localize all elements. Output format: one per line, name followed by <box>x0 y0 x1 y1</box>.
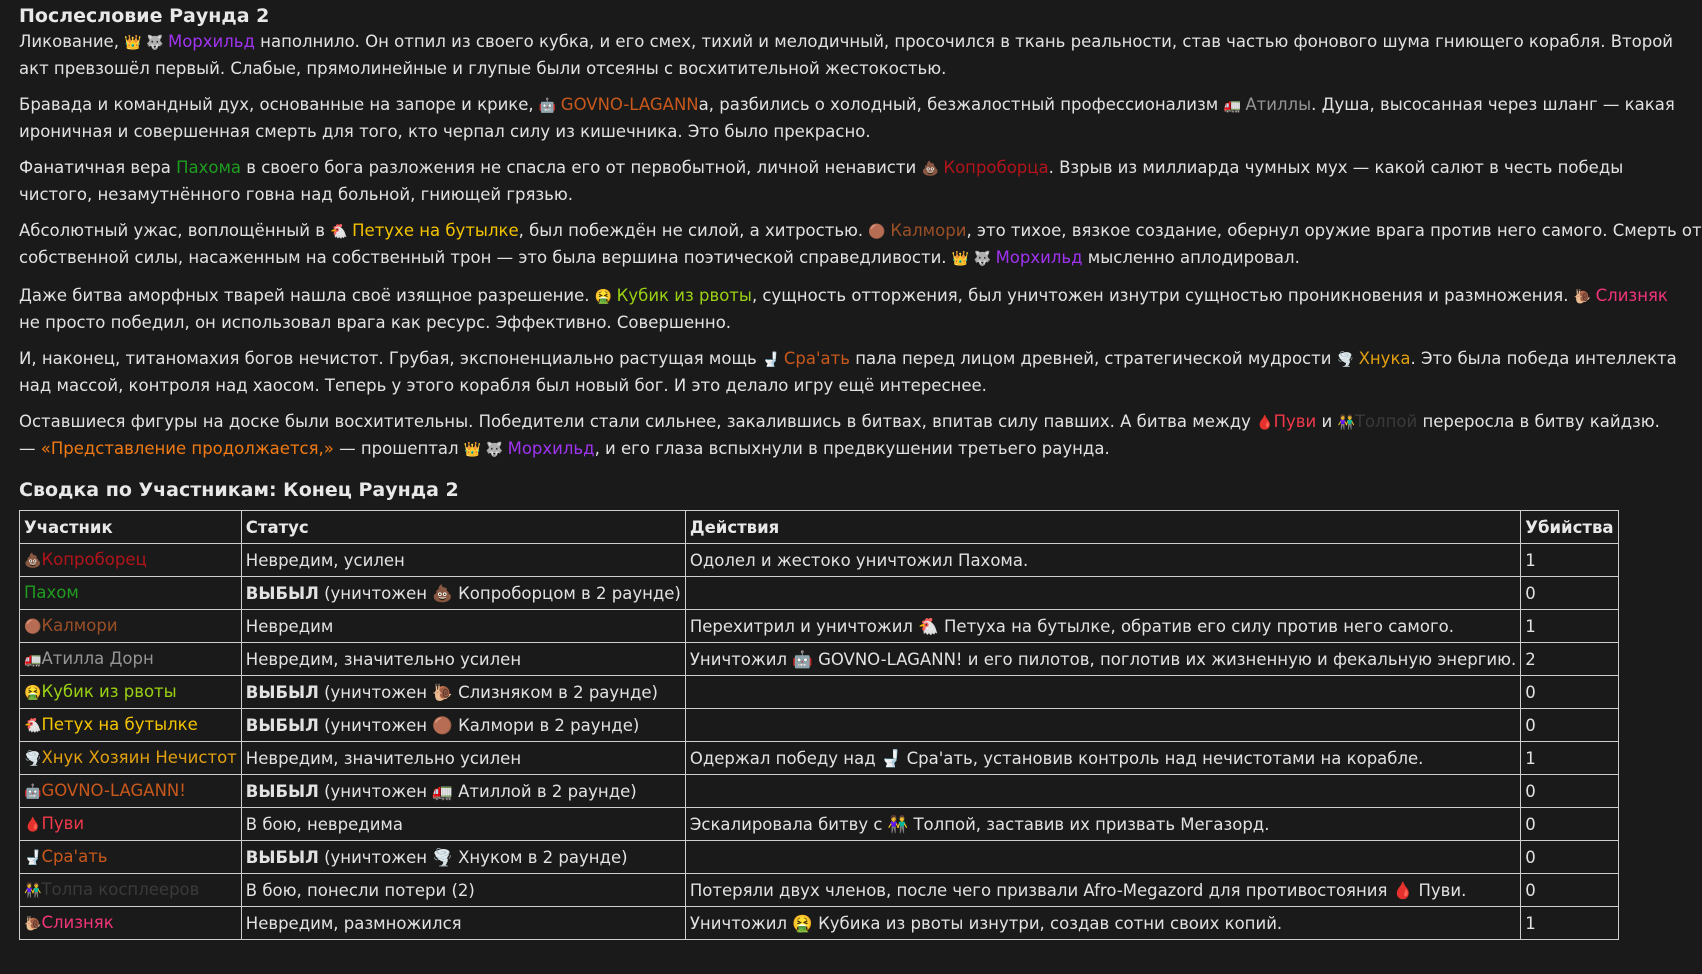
participant-cell <box>20 577 242 610</box>
status-label: ВЫБЫЛ <box>245 781 319 801</box>
participant-cell <box>20 907 242 940</box>
name-govno-lagann: GOVNO-LAGANN <box>560 95 699 114</box>
chicken-icon: 🐔 <box>330 224 353 240</box>
text: Оставшиеся фигуры на доске были восхитительны. Победители стали сильнее, закалившись в битвах, впитав силу павших. А битва между <box>19 412 1257 431</box>
paragraph-5 <box>19 283 1668 335</box>
line <box>19 155 1624 182</box>
summary-table <box>19 510 1619 940</box>
vomit-face-icon: 🤮 <box>594 289 617 305</box>
column-header-participant: Участник <box>20 511 242 544</box>
status-text: (уничтожен 🟤 Калмори в 2 раунде) <box>318 715 640 735</box>
paragraph-2 <box>19 92 1675 144</box>
text: Фанатичная вера <box>19 158 177 177</box>
status-text: Невредим, усилен <box>245 550 405 570</box>
text: , сущность отторжения, был уничтожен изнутри сущностью проникновения и размножения. <box>751 286 1574 305</box>
status-cell <box>241 643 685 676</box>
participant-icon: 🤖 <box>24 783 42 800</box>
status-cell <box>241 775 685 808</box>
participant-icon: 🐔 <box>24 717 42 734</box>
kills-cell: 1 <box>1521 544 1618 577</box>
status-cell <box>241 808 685 841</box>
table-row <box>20 643 1619 676</box>
table-row <box>20 775 1619 808</box>
status-cell <box>241 709 685 742</box>
action-cell <box>685 577 1520 610</box>
column-header-kills: Убийства <box>1521 511 1618 544</box>
name-morkhild: Морхильд <box>507 439 595 458</box>
text: Ликование, <box>19 32 125 51</box>
column-header-actions: Действия <box>685 511 1520 544</box>
name-koproborets: Копроборца <box>943 158 1049 177</box>
people-icon: 👫 <box>1337 415 1355 431</box>
text: мысленно аплодировал. <box>1082 248 1300 267</box>
participant-name: Атилла Дорн <box>41 648 154 668</box>
status-cell <box>241 841 685 874</box>
participant-name: Пахом <box>24 582 79 602</box>
text: и <box>1316 412 1338 431</box>
text: над массой, контроля над хаосом. Теперь у этого корабля был новый бог. И это делало игру ещё интереснее. <box>19 376 987 395</box>
status-label: ВЫБЫЛ <box>245 715 319 735</box>
participant-cell <box>20 709 242 742</box>
status-cell <box>241 742 685 775</box>
kills-cell: 0 <box>1521 808 1618 841</box>
text: в своего бога разложения не спасла его от первобытной, личной ненависти <box>241 158 922 177</box>
participant-cell <box>20 808 242 841</box>
action-cell: Эскалировала битву с 👫 Толпой, заставив их призвать Мегазорд. <box>685 808 1520 841</box>
participant-name: Копроборец <box>41 549 147 569</box>
participant-name: Сра'ать <box>41 846 108 866</box>
line <box>19 218 1702 245</box>
line <box>19 346 1677 373</box>
participant-icon: 💩 <box>24 552 42 569</box>
status-cell <box>241 577 685 610</box>
text: акт превзошёл первый. Слабые, прямолинейные и глупые были отсеяны с восхитительной жестокостью. <box>19 59 947 78</box>
status-text: (уничтожен 🚛 Атиллой в 2 раунде) <box>318 781 637 801</box>
name-sraat: Сра'ать <box>783 349 850 368</box>
status-text: (уничтожен 💩 Копроборцом в 2 раунде) <box>318 583 681 603</box>
table-row <box>20 610 1619 643</box>
action-cell <box>685 841 1520 874</box>
participant-cell <box>20 643 242 676</box>
participant-icon: 🐌 <box>24 915 42 932</box>
participant-icon: 🌪️ <box>24 750 42 767</box>
status-text: Невредим, размножился <box>245 913 462 933</box>
text: . Душа, высосанная через шланг — какая <box>1311 95 1675 114</box>
kills-cell: 0 <box>1521 577 1618 610</box>
paragraph-3 <box>19 155 1624 207</box>
tornado-icon: 🌪️ <box>1336 352 1359 368</box>
name-puvi: Пуви <box>1273 412 1317 431</box>
status-text: В бою, невредима <box>245 814 403 834</box>
text: Бравада и командный дух, основанные на запоре и крике, <box>19 95 539 114</box>
kills-cell: 0 <box>1521 775 1618 808</box>
table-body <box>20 544 1619 940</box>
status-text: (уничтожен 🐌 Слизняком в 2 раунде) <box>318 682 658 702</box>
line <box>19 92 1675 119</box>
name-atilla: Атиллы <box>1245 95 1312 114</box>
action-cell <box>685 676 1520 709</box>
text: собственной силы, насаженным на собственный трон — это была вершина поэтической справедливости. <box>19 248 952 267</box>
text: , был побеждён не силой, а хитростью. <box>518 221 869 240</box>
name-pakhom: Пахома <box>176 158 242 177</box>
action-cell <box>685 709 1520 742</box>
table-row <box>20 907 1619 940</box>
participant-cell <box>20 874 242 907</box>
action-cell: Одолел и жестоко уничтожил Пахома. <box>685 544 1520 577</box>
text: не просто победил, он использовал врага как ресурс. Эффективно. Совершенно. <box>19 313 732 332</box>
participant-name: Пуви <box>41 813 85 833</box>
table-row <box>20 709 1619 742</box>
line <box>19 29 1674 56</box>
table-row <box>20 808 1619 841</box>
participant-name: Хнук Хозяин Нечистот <box>41 747 237 767</box>
brown-circle-icon: 🟤 <box>868 224 891 240</box>
status-text: Невредим, значительно усилен <box>245 748 522 768</box>
blood-drop-icon: 🩸 <box>1256 415 1274 431</box>
participant-name: Кубик из рвоты <box>41 681 177 701</box>
participant-name: Толпа косплееров <box>41 879 200 899</box>
participant-icon: 🤮 <box>24 684 42 701</box>
status-label: ВЫБЫЛ <box>245 847 319 867</box>
text: ироничная и совершенная смерть для того, кто черпал силу из кишечника. Это было прекрасно. <box>19 122 871 141</box>
line <box>19 436 1582 463</box>
crown-wolf-icon: 👑 🐺 <box>951 251 996 267</box>
text: Даже битва аморфных тварей нашла своё изящное разрешение. <box>19 286 595 305</box>
table-row <box>20 742 1619 775</box>
table-header-row <box>20 511 1619 544</box>
action-cell: Уничтожил 🤮 Кубика из рвоты изнутри, создав сотни своих копий. <box>685 907 1520 940</box>
text: наполнило. Он отпил из своего кубка, и его смех, тихий и мелодичный, просочился в ткань реальности, став частью фонового шума гниющего корабля. Второй <box>254 32 1674 51</box>
summary-title: Сводка по Участникам: Конец Раунда 2 <box>19 479 459 501</box>
paragraph-4 <box>19 218 1702 272</box>
action-cell: Одержал победу над 🚽 Сра'ать, установив контроль над нечистотами на корабле. <box>685 742 1520 775</box>
status-text: В бою, понесли потери (2) <box>245 880 475 900</box>
text: , и его глаза вспыхнули в предвкушении третьего раунда. <box>594 439 1110 458</box>
status-cell <box>241 610 685 643</box>
participant-icon: 🩸 <box>24 816 42 833</box>
status-cell <box>241 907 685 940</box>
snail-icon: 🐌 <box>1573 289 1596 305</box>
name-khnuk: Хнука <box>1358 349 1411 368</box>
status-label: ВЫБЫЛ <box>245 583 319 603</box>
poop-icon: 💩 <box>921 161 944 177</box>
name-morkhild: Морхильд <box>167 32 255 51</box>
participant-icon: 🚽 <box>24 849 42 866</box>
kills-cell: 1 <box>1521 907 1618 940</box>
table-row <box>20 577 1619 610</box>
participant-cell <box>20 775 242 808</box>
text: — прошептал <box>333 439 464 458</box>
participant-name: Калмори <box>41 615 118 635</box>
name-tolpa: Толпой <box>1354 412 1418 431</box>
status-label: ВЫБЫЛ <box>245 682 319 702</box>
text: , это тихое, вязкое создание, обернул оружие врага против него самого. Смерть от <box>966 221 1702 240</box>
paragraph-7 <box>19 409 1660 463</box>
name-kubik: Кубик из рвоты <box>616 286 752 305</box>
text: а, разбились о холодный, безжалостный профессионализм <box>698 95 1224 114</box>
participant-name: Слизняк <box>41 912 114 932</box>
participant-cell <box>20 841 242 874</box>
kills-cell: 0 <box>1521 841 1618 874</box>
name-sliznyak: Слизняк <box>1595 286 1668 305</box>
text: И, наконец, титаномахия богов нечистот. Грубая, экспоненциально растущая мощь <box>19 349 762 368</box>
text: чистого, незамутнённого говна над больной, гниющей грязью. <box>19 185 574 204</box>
text: — <box>19 439 41 458</box>
participant-name: GOVNO-LAGANN! <box>41 780 186 800</box>
quote: «Представление продолжается,» <box>40 439 334 458</box>
table-row <box>20 544 1619 577</box>
kills-cell: 1 <box>1521 742 1618 775</box>
name-petukh: Петухе на бутылке <box>352 221 519 240</box>
participant-cell <box>20 676 242 709</box>
paragraph-6 <box>19 346 1677 398</box>
crown-wolf-icon: 👑 🐺 <box>463 442 508 458</box>
text: Абсолютный ужас, воплощённый в <box>19 221 331 240</box>
action-cell: Потеряли двух членов, после чего призвали Afro-Megazord для противостояния 🩸 Пуви. <box>685 874 1520 907</box>
table-row <box>20 874 1619 907</box>
line <box>19 245 1582 272</box>
table-row <box>20 841 1619 874</box>
paragraph-1 <box>19 29 1674 81</box>
name-kalmori: Калмори <box>890 221 967 240</box>
kills-cell: 0 <box>1521 676 1618 709</box>
truck-icon: 🚛 <box>1223 98 1246 114</box>
action-cell: Перехитрил и уничтожил 🐔 Петуха на бутылке, обратив его силу против него самого. <box>685 610 1520 643</box>
participant-name: Петух на бутылке <box>41 714 198 734</box>
action-cell: Уничтожил 🤖 GOVNO-LAGANN! и его пилотов, поглотив их жизненную и фекальную энергию. <box>685 643 1520 676</box>
column-header-status: Статус <box>241 511 685 544</box>
kills-cell: 0 <box>1521 874 1618 907</box>
name-morkhild: Морхильд <box>995 248 1083 267</box>
text: пала перед лицом древней, стратегической мудрости <box>849 349 1337 368</box>
table-row <box>20 676 1619 709</box>
participant-icon: 🚛 <box>24 651 42 668</box>
action-cell <box>685 775 1520 808</box>
status-cell <box>241 676 685 709</box>
participant-icon: 🟤 <box>24 618 42 635</box>
robot-icon: 🤖 <box>538 98 561 114</box>
participant-cell <box>20 742 242 775</box>
status-text: Невредим, значительно усилен <box>245 649 522 669</box>
kills-cell: 1 <box>1521 610 1618 643</box>
toilet-icon: 🚽 <box>761 352 784 368</box>
participant-cell <box>20 544 242 577</box>
text: . Это была победа интеллекта <box>1410 349 1677 368</box>
status-cell <box>241 544 685 577</box>
text: . Взрыв из миллиарда чумных мух — какой салют в честь победы <box>1048 158 1624 177</box>
status-cell <box>241 874 685 907</box>
text: переросла в битву кайдзю. <box>1417 412 1660 431</box>
participant-cell <box>20 610 242 643</box>
participant-icon: 👫 <box>24 882 42 899</box>
kills-cell: 2 <box>1521 643 1618 676</box>
line <box>19 283 1668 310</box>
kills-cell: 0 <box>1521 709 1618 742</box>
status-text: Невредим <box>245 616 334 636</box>
page-title: Послесловие Раунда 2 <box>19 5 270 27</box>
status-text: (уничтожен 🌪️ Хнуком в 2 раунде) <box>318 847 628 867</box>
line <box>19 409 1660 436</box>
crown-wolf-icon: 👑 🐺 <box>124 35 168 51</box>
